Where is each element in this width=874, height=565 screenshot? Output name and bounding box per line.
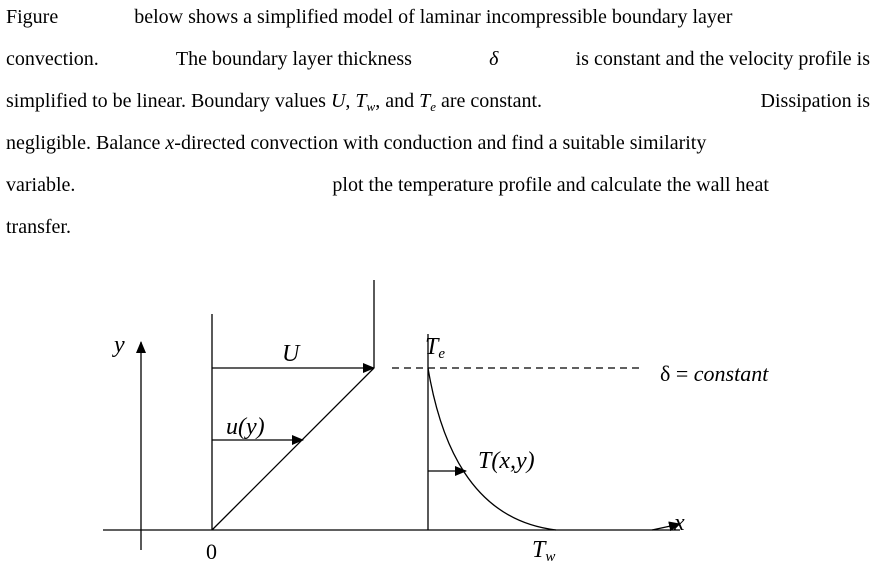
line3-mid: are constant. bbox=[440, 90, 543, 112]
word-figure: Figure bbox=[6, 6, 59, 28]
line2-end: is constant and the velocity profile is bbox=[575, 48, 870, 70]
line4-rest: -directed convection with conduction and find a suitable similarity bbox=[174, 132, 707, 154]
u-label: u(y) bbox=[226, 414, 265, 440]
linear-velocity-profile bbox=[212, 368, 374, 530]
delta-label: δ = constant bbox=[660, 361, 769, 386]
and-text: , and bbox=[375, 90, 415, 112]
x-axis-label: x bbox=[674, 510, 685, 536]
T-label: T(x,y) bbox=[478, 448, 535, 474]
line6: transfer. bbox=[6, 216, 71, 238]
line3-end: Dissipation is bbox=[760, 90, 870, 112]
Tw-label: Tw bbox=[532, 537, 556, 565]
origin-label: 0 bbox=[206, 539, 217, 564]
line3-start: simplified to be linear. Boundary values bbox=[6, 90, 326, 112]
symbol-x: x bbox=[165, 132, 175, 154]
line2-start: convection. bbox=[6, 48, 99, 70]
symbol-Tw: $T_w$ bbox=[355, 90, 376, 114]
symbol-U: U bbox=[330, 90, 346, 112]
line1-rest: below shows a simplified model of laminar incompressible boundary layer bbox=[134, 6, 733, 28]
delta-symbol: δ bbox=[489, 48, 499, 70]
y-axis-label: y bbox=[114, 332, 125, 358]
line5-end: plot the temperature profile and calculate the wall heat bbox=[332, 174, 769, 196]
symbol-Te: $T_e$ bbox=[419, 90, 436, 114]
line2-mid: The boundary layer thickness bbox=[175, 48, 412, 70]
comma: , bbox=[345, 90, 351, 112]
line5-start: variable. bbox=[6, 174, 76, 196]
U-label: U bbox=[282, 341, 300, 367]
line4-start: negligible. Balance bbox=[6, 132, 161, 154]
Te-label: Te bbox=[425, 334, 446, 362]
